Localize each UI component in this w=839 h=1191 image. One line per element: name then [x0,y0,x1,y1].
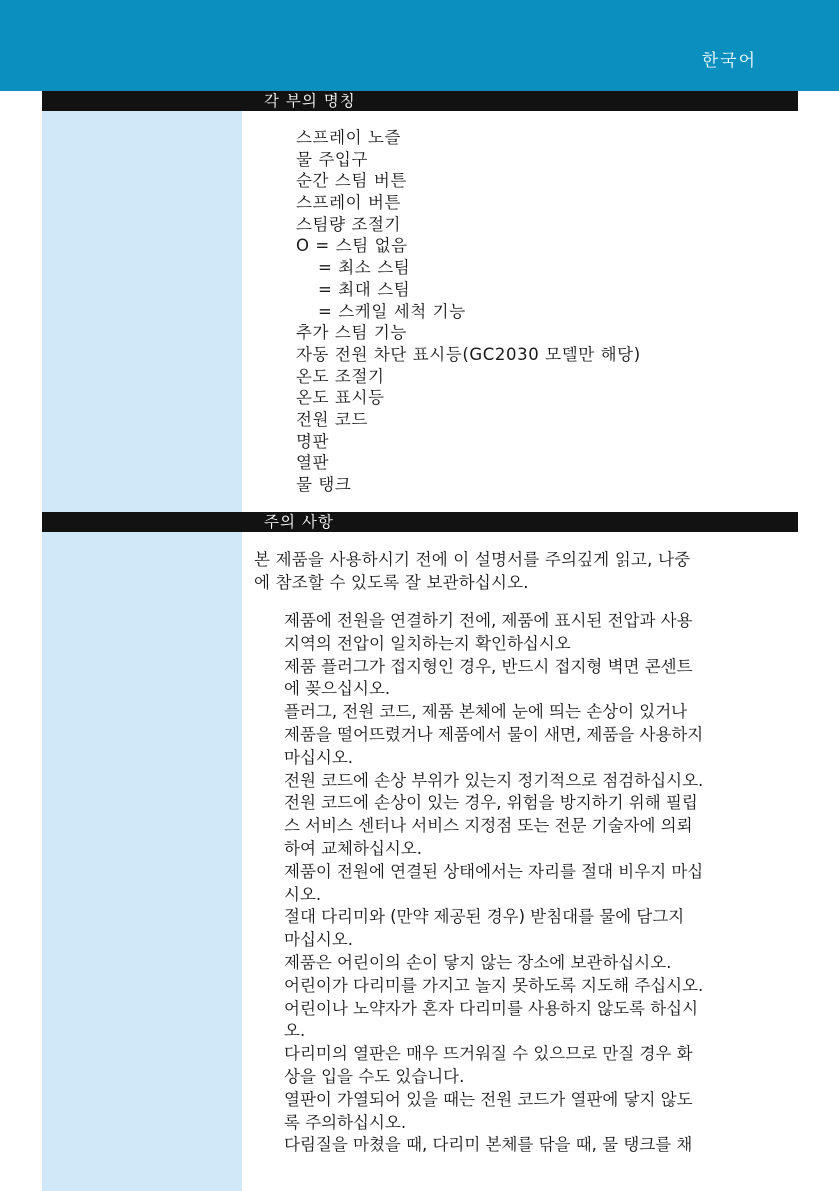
caution-line: 제품이 전원에 연결된 상태에서는 자리를 절대 비우지 마십 [284,861,704,881]
caution-line: 하여 교체하십시오. [284,838,423,858]
section-bar-parts [42,91,798,111]
parts-list [296,127,641,496]
section-title-caution: 주의 사항 [264,513,334,531]
part-item: 온도 조절기 [296,366,385,386]
caution-line: 절대 다리미와 (만약 제공된 경우) 받침대를 물에 담그지 [284,907,685,927]
caution-line: 열판이 가열되어 있을 때는 전원 코드가 열판에 닿지 않도 [284,1089,693,1109]
section-bar-caution [42,512,798,532]
caution-line: 마십시오. [284,747,354,767]
caution-line: 록 주의하십시오. [284,1112,407,1132]
part-item: 스프레이 버튼 [296,193,402,213]
part-item: 전원 코드 [296,409,369,429]
part-item: = 스케일 세척 기능 [318,301,466,321]
part-item: 스프레이 노즐 [296,128,402,147]
caution-line: 에 꽂으십시오. [284,679,391,699]
part-item: 스팀량 조절기 [296,214,402,234]
part-item: = 최대 스팀 [318,279,411,299]
caution-list [284,610,814,1157]
part-item: 순간 스팀 버튼 [296,171,407,191]
part-item: 물 주입구 [296,149,369,169]
caution-line: 제품은 어린이의 손이 닿지 않는 장소에 보관하십시오. [284,952,672,972]
caution-line: 제품을 떨어뜨렸거나 제품에서 물이 새면, 제품을 사용하지 [284,724,704,744]
caution-line: 다리미의 열판은 매우 뜨거워질 수 있으므로 만질 경우 화 [284,1044,693,1064]
caution-line: 다림질을 마쳤을 때, 다리미 본체를 닦을 때, 물 탱크를 채 [284,1135,693,1155]
caution-line: 제품 플러그가 접지형인 경우, 반드시 접지형 벽면 콘센트 [284,656,693,676]
caution-line: 전원 코드에 손상 부위가 있는지 정기적으로 점검하십시오. [284,770,704,790]
header-band [0,0,839,91]
part-item: 온도 표시등 [296,388,385,408]
caution-line: 스 서비스 센터나 서비스 지정점 또는 전문 기술자에 의뢰 [284,816,693,836]
caution-line: 제품에 전원을 연결하기 전에, 제품에 표시된 전압과 사용 [284,611,693,630]
caution-line: 오. [284,1021,306,1041]
caution-intro [254,548,814,594]
part-item: 물 탱크 [296,475,352,494]
part-item: 자동 전원 차단 표시등(GC2030 모델만 해당) [296,344,641,364]
intro-line: 에 참조할 수 있도록 잘 보관하십시오. [254,573,529,592]
caution-line: 전원 코드에 손상이 있는 경우, 위험을 방지하기 위해 필립 [284,793,698,813]
part-item: = 최소 스팀 [318,258,411,278]
part-item: O = 스팀 없음 [296,236,408,256]
part-item: 명판 [296,431,330,451]
caution-line: 지역의 전압이 일치하는지 확인하십시오 [284,633,571,653]
caution-line: 상을 입을 수도 있습니다. [284,1066,465,1086]
part-item: 열판 [296,453,330,473]
intro-line: 본 제품을 사용하시기 전에 이 설명서를 주의깊게 읽고, 나중 [254,550,691,569]
caution-line: 어린이가 다리미를 가지고 놀지 못하도록 지도해 주십시오. [284,975,704,995]
caution-line: 어린이나 노약자가 혼자 다리미를 사용하지 않도록 하십시 [284,998,699,1018]
side-panel [42,91,242,1191]
caution-line: 마십시오. [284,930,354,950]
caution-line: 플러그, 전원 코드, 제품 본체에 눈에 띄는 손상이 있거나 [284,702,688,722]
section-title-parts: 각 부의 명칭 [264,92,356,110]
part-item: 추가 스팀 기능 [296,323,407,343]
caution-line: 시오. [284,884,322,904]
language-label: 한국어 [701,51,757,71]
